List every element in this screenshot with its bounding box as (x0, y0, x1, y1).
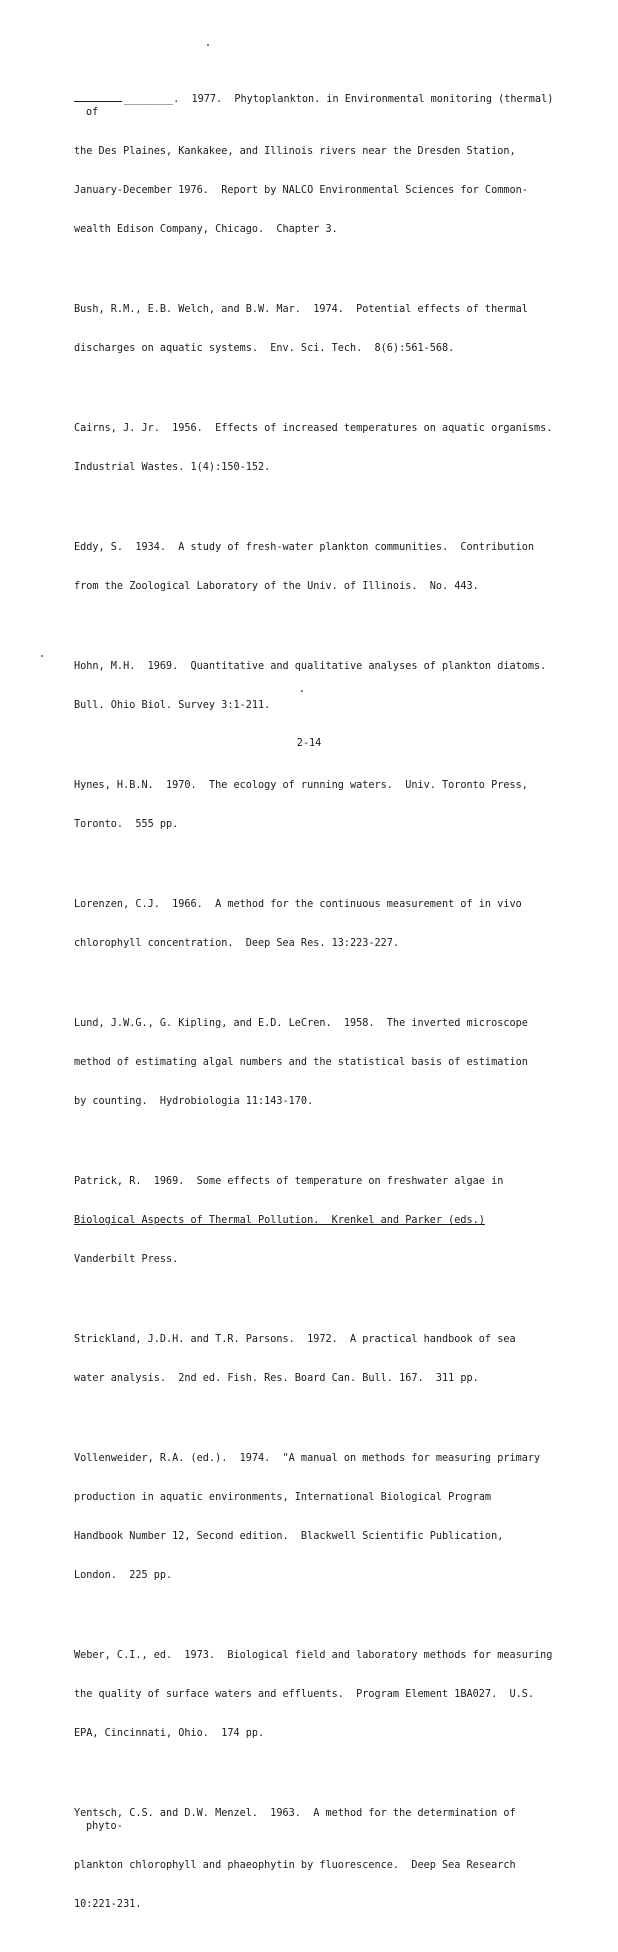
reference-line: Bush, R.M., E.B. Welch, and B.W. Mar. 1974. Potential effects of thermal (74, 304, 528, 315)
reference-entry (74, 396, 554, 500)
reference-line: chlorophyll concentration. Deep Sea Res. 13:223-227. (74, 938, 400, 949)
reference-line: Toronto. 555 pp. (74, 819, 179, 830)
reference-line: method of estimating algal numbers and the statistical basis of estimation (74, 1057, 528, 1068)
reference-line: 10:221-231. (74, 1899, 142, 1910)
reference-line: Yentsch, C.S. and D.W. Menzel. 1963. A method for the determination of phyto- (74, 1808, 522, 1832)
reference-entry (74, 634, 554, 738)
reference-line: Vollenweider, R.A. (ed.). 1974. "A manual on methods for measuring primary (74, 1453, 541, 1464)
reference-line: from the Zoological Laboratory of the Univ. of Illinois. No. 443. (74, 581, 479, 592)
reference-line: Hohn, M.H. 1969. Quantitative and qualitative analyses of plankton diatoms. (74, 661, 547, 672)
reference-line: London. 225 pp. (74, 1570, 173, 1581)
reference-line (86, 92, 560, 119)
page-number: 2-14 (296, 738, 322, 749)
reference-line: Bull. Ohio Biol. Survey 3:1-211. (74, 700, 271, 711)
reference-entry (74, 1781, 554, 1937)
reference-line: Patrick, R. 1969. Some effects of temperature on freshwater algae in (74, 1176, 504, 1187)
author-dash-rule (74, 92, 122, 102)
reference-line-text: ________. 1977. Phytoplankton. in Environmental monitoring (thermal) of (86, 94, 560, 118)
reference-entry (74, 872, 554, 976)
reference-line: Cairns, J. Jr. 1956. Effects of increased temperatures on aquatic organisms. (74, 423, 553, 434)
reference-list (74, 66, 560, 1952)
reference-line: the Des Plaines, Kankakee, and Illinois rivers near the Dresden Station, (74, 146, 516, 157)
reference-line: Weber, C.I., ed. 1973. Biological field and laboratory methods for measuring (74, 1650, 553, 1661)
reference-line: EPA, Cincinnati, Ohio. 174 pp. (74, 1728, 265, 1739)
reference-entry (74, 66, 560, 262)
reference-entry (74, 1307, 554, 1411)
reference-entry (74, 1149, 554, 1292)
reference-entry (74, 515, 554, 619)
reference-line: Lorenzen, C.J. 1966. A method for the continuous measurement of in vivo (74, 899, 522, 910)
reference-line: by counting. Hydrobiologia 11:143-170. (74, 1096, 314, 1107)
scan-speck (207, 44, 209, 46)
reference-line: January-December 1976. Report by NALCO Environmental Sciences for Common- (74, 185, 528, 196)
reference-line: Eddy, S. 1934. A study of fresh-water plankton communities. Contribution (74, 542, 535, 553)
reference-line: Industrial Wastes. 1(4):150-152. (74, 462, 271, 473)
reference-line: production in aquatic environments, International Biological Program (74, 1492, 492, 1503)
reference-entry (74, 1426, 554, 1608)
reference-line: Strickland, J.D.H. and T.R. Parsons. 1972. A practical handbook of sea (74, 1334, 516, 1345)
reference-entry (74, 1623, 554, 1766)
reference-line: wealth Edison Company, Chicago. Chapter 3. (74, 224, 338, 235)
reference-line: discharges on aquatic systems. Env. Sci. Tech. 8(6):561-568. (74, 343, 455, 354)
reference-line: Hynes, H.B.N. 1970. The ecology of running waters. Univ. Toronto Press, (74, 780, 528, 791)
reference-line: the quality of surface waters and effluents. Program Element 1BA027. U.S. (74, 1689, 535, 1700)
scan-speck (41, 655, 43, 657)
reference-entry (74, 991, 554, 1134)
reference-line: Lund, J.W.G., G. Kipling, and E.D. LeCren. 1958. The inverted microscope (74, 1018, 528, 1029)
reference-line: water analysis. 2nd ed. Fish. Res. Board Can. Bull. 167. 311 pp. (74, 1373, 479, 1384)
reference-entry (74, 277, 554, 381)
reference-line: plankton chlorophyll and phaeophytin by fluorescence. Deep Sea Research (74, 1860, 516, 1871)
reference-line: Handbook Number 12, Second edition. Blackwell Scientific Publication, (74, 1531, 504, 1542)
reference-line: Biological Aspects of Thermal Pollution. Krenkel and Parker (eds.) (74, 1215, 485, 1226)
reference-entry (74, 753, 554, 857)
reference-line: Vanderbilt Press. (74, 1254, 179, 1265)
